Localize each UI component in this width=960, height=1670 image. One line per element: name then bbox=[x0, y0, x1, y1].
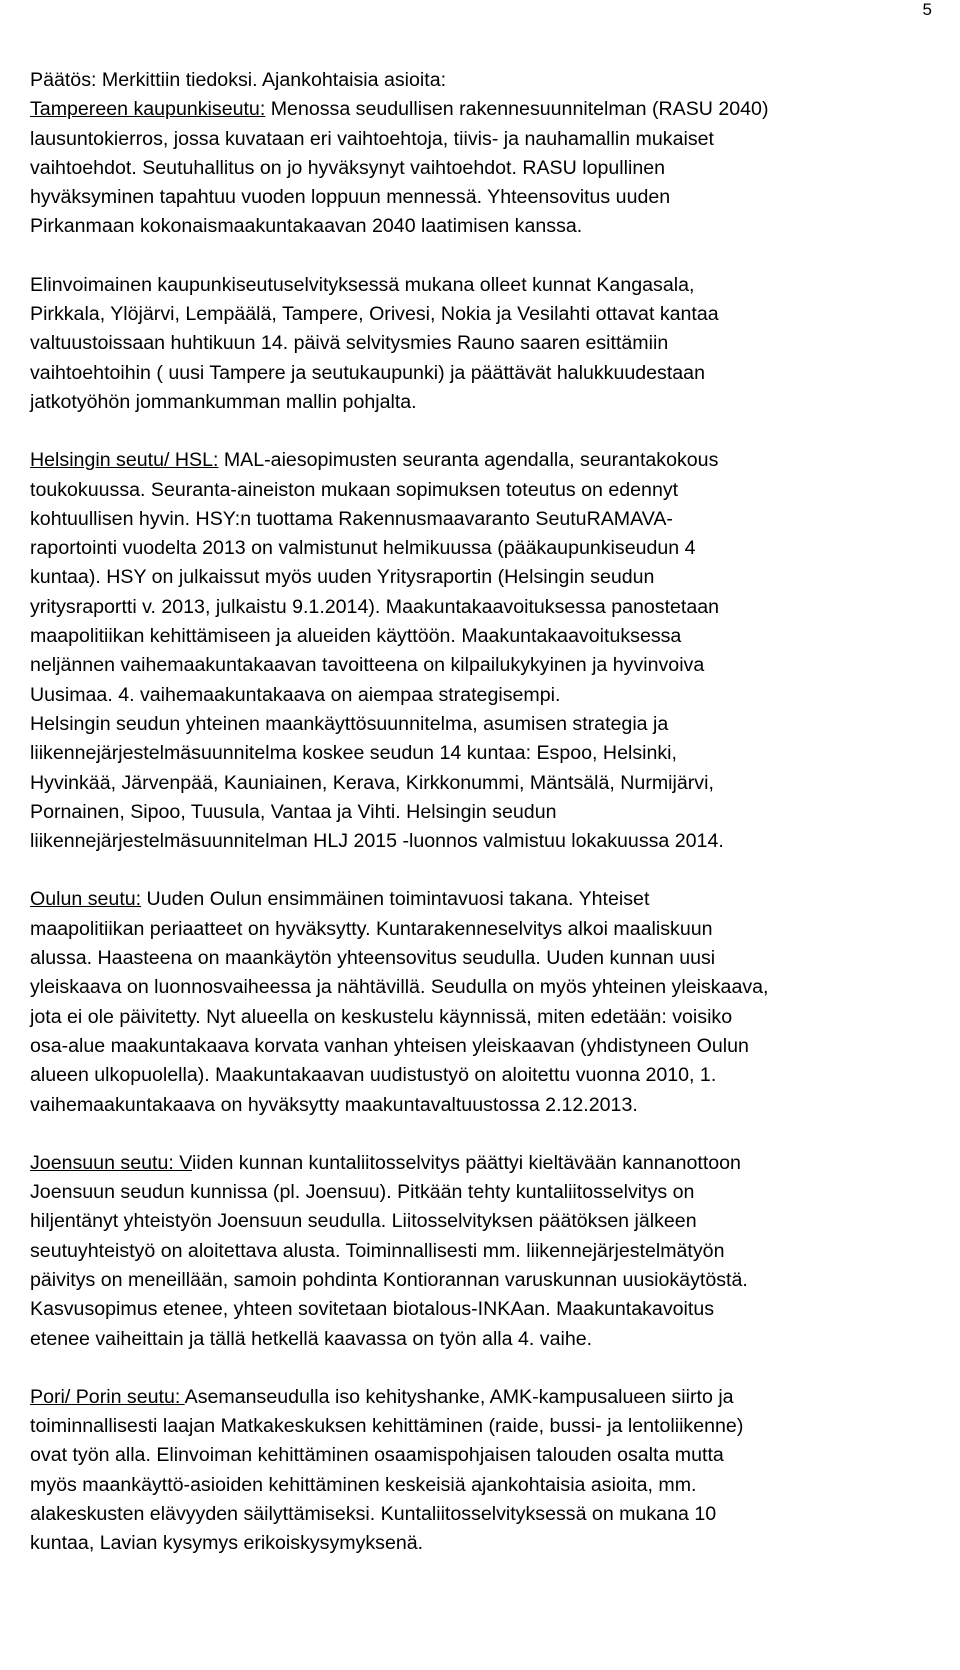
text-line: osa-alue maakuntakaava korvata vanhan yhteisen yleiskaavan (yhdistyneen Oulun bbox=[30, 1034, 749, 1057]
section-label-helsinki: Helsingin seutu/ HSL: bbox=[30, 449, 219, 472]
text-run: Asemanseudulla iso kehityshanke, AMK-kampusalueen siirto ja bbox=[184, 1385, 734, 1408]
text-run: MAL-aiesopimusten seuranta agendalla, seurantakokous bbox=[218, 449, 719, 472]
text-line: vaihtoehdot. Seutuhallitus on jo hyväksynyt vaihtoehdot. RASU lopullinen bbox=[30, 156, 666, 179]
text-line: neljännen vaihemaakuntakaavan tavoitteena on kilpailukykyinen ja hyvinvoiva bbox=[30, 654, 705, 677]
section-label-joensuu: Joensuun seutu: V bbox=[30, 1151, 192, 1174]
text-line: kuntaa, Lavian kysymys erikoiskysymyksenä. bbox=[30, 1532, 424, 1555]
text-line: hiljentänyt yhteistyön Joensuun seudulla. Liitosselvityksen päätöksen jälkeen bbox=[30, 1210, 697, 1233]
text-line: alakeskusten elävyyden säilyttämiseksi. Kuntaliitosselvityksessä on mukana 10 bbox=[30, 1503, 717, 1526]
text-line: liikennejärjestelmäsuunnitelma koskee seudun 14 kuntaa: Espoo, Helsinki, bbox=[30, 742, 677, 765]
section-label-pori: Pori/ Porin seutu: bbox=[30, 1385, 185, 1408]
text-line: vaihemaakuntakaava on hyväksytty maakuntavaltuustossa 2.12.2013. bbox=[30, 1093, 638, 1116]
text-line: alussa. Haasteena on maankäytön yhteensovitus seudulla. Uuden kunnan uusi bbox=[30, 947, 716, 970]
text-run: Menossa seudullisen rakennesuunnitelman (RASU 2040) bbox=[265, 98, 769, 121]
text-line: maapolitiikan kehittämiseen ja alueiden käyttöön. Maakuntakaavoituksessa bbox=[30, 625, 682, 648]
text-line: etenee vaiheittain ja tällä hetkellä kaavassa on työn alla 4. vaihe. bbox=[30, 1327, 593, 1350]
text-line: päivitys on meneillään, samoin pohdinta Kontiorannan varuskunnan uusiokäytöstä. bbox=[30, 1268, 748, 1291]
text-line bbox=[30, 95, 910, 124]
text-run: iiden kunnan kuntaliitosselvitys päättyi kieltävään kannanottoon bbox=[191, 1151, 741, 1174]
text-line: myös maankäyttö-asioiden kehittäminen keskeisiä ajankohtaisia asioita, mm. bbox=[30, 1473, 697, 1496]
text-line: Pornainen, Sipoo, Tuusula, Vantaa ja Vihti. Helsingin seudun bbox=[30, 800, 557, 823]
text-line: yleiskaava on luonnosvaiheessa ja nähtävillä. Seudulla on myös yhteinen yleiskaava, bbox=[30, 976, 769, 999]
text-line: jota ei ole päivitetty. Nyt alueella on keskustelu käynnissä, miten edetään: voisiko bbox=[30, 1005, 733, 1028]
paragraph-joensuu bbox=[30, 1149, 910, 1354]
text-line: raportointi vuodelta 2013 on valmistunut helmikuussa (pääkaupunkiseudun 4 bbox=[30, 537, 696, 560]
text-line bbox=[30, 1149, 910, 1178]
section-label-tampere: Tampereen kaupunkiseutu: bbox=[30, 98, 266, 121]
text-line: Hyvinkää, Järvenpää, Kauniainen, Kerava, Kirkkonummi, Mäntsälä, Nurmijärvi, bbox=[30, 771, 714, 794]
text-line: Pirkkala, Ylöjärvi, Lempäälä, Tampere, Orivesi, Nokia ja Vesilahti ottavat kantaa bbox=[30, 303, 719, 326]
text-line: maapolitiikan periaatteet on hyväksytty. Kuntarakenneselvitys alkoi maaliskuun bbox=[30, 917, 713, 940]
paragraph-elinvoimainen bbox=[30, 271, 910, 417]
paragraph-tampere bbox=[30, 66, 910, 242]
text-line: kohtuullisen hyvin. HSY:n tuottama Rakennusmaavaranto SeutuRAMAVA- bbox=[30, 507, 673, 530]
text-line: yritysraportti v. 2013, julkaistu 9.1.2014). Maakuntakaavoituksessa panostetaan bbox=[30, 595, 720, 618]
page-number: 5 bbox=[922, 0, 932, 19]
text-line: valtuustoissaan huhtikuun 14. päivä selvitysmies Rauno saaren esittämiin bbox=[30, 332, 669, 355]
text-line: Pirkanmaan kokonaismaakuntakaavan 2040 laatimisen kanssa. bbox=[30, 215, 583, 238]
text-line bbox=[30, 885, 910, 914]
text-run: Uuden Oulun ensimmäinen toimintavuosi takana. Yhteiset bbox=[141, 888, 650, 911]
text-line: Elinvoimainen kaupunkiseutuselvityksessä mukana olleet kunnat Kangasala, bbox=[30, 273, 695, 296]
text-line bbox=[30, 446, 910, 475]
text-line: vaihtoehtoihin ( uusi Tampere ja seutukaupunki) ja päättävät halukkuudestaan bbox=[30, 361, 705, 384]
text-line: ovat työn alla. Elinvoiman kehittäminen osaamispohjaisen talouden osalta mutta bbox=[30, 1444, 724, 1467]
text-line: Uusimaa. 4. vaihemaakuntakaava on aiempaa strategisempi. bbox=[30, 683, 561, 706]
text-line bbox=[30, 1383, 910, 1412]
document-body bbox=[30, 66, 910, 1559]
text-line: kuntaa). HSY on julkaissut myös uuden Yritysraportin (Helsingin seudun bbox=[30, 566, 655, 589]
text-line: Joensuun seudun kunnissa (pl. Joensuu). Pitkään tehty kuntaliitosselvitys on bbox=[30, 1181, 695, 1204]
text-line: lausuntokierros, jossa kuvataan eri vaihtoehtoja, tiivis- ja nauhamallin mukaiset bbox=[30, 127, 714, 150]
section-label-oulu: Oulun seutu: bbox=[30, 888, 142, 911]
text-line: seutuyhteistyö on aloitettava alusta. Toiminnallisesti mm. liikennejärjestelmätyön bbox=[30, 1239, 725, 1262]
text-line: toukokuussa. Seuranta-aineiston mukaan sopimuksen toteutus on edennyt bbox=[30, 478, 679, 501]
text-line: hyväksyminen tapahtuu vuoden loppuun mennessä. Yhteensovitus uuden bbox=[30, 186, 671, 209]
paragraph-helsinki bbox=[30, 446, 910, 856]
paragraph-oulu bbox=[30, 885, 910, 1119]
text-line: Päätös: Merkittiin tiedoksi. Ajankohtaisia asioita: bbox=[30, 69, 447, 91]
text-line: Kasvusopimus etenee, yhteen sovitetaan biotalous-INKAan. Maakuntakavoitus bbox=[30, 1298, 715, 1321]
text-line: Helsingin seudun yhteinen maankäyttösuunnitelma, asumisen strategia ja bbox=[30, 712, 669, 735]
paragraph-pori bbox=[30, 1383, 910, 1559]
text-line: jatkotyöhön jommankumman mallin pohjalta. bbox=[30, 390, 417, 413]
text-line: alueen ulkopuolella). Maakuntakaavan uudistustyö on aloitettu vuonna 2010, 1. bbox=[30, 1064, 717, 1087]
text-line: toiminnallisesti laajan Matkakeskuksen kehittäminen (raide, bussi- ja lentoliikenne) bbox=[30, 1415, 744, 1438]
text-line: liikennejärjestelmäsuunnitelman HLJ 2015 -luonnos valmistuu lokakuussa 2014. bbox=[30, 830, 724, 853]
